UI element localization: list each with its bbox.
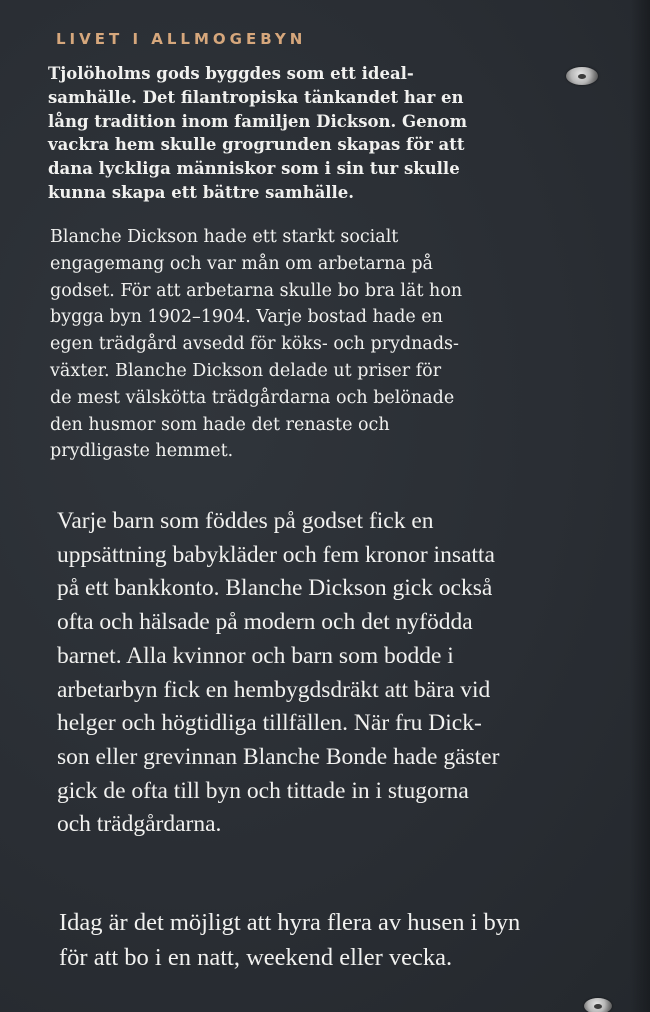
text-line: Tjolöholms gods byggdes som ett ideal- [48, 64, 414, 83]
text-line: godset. För att arbetarna skulle bo bra lät hon [50, 280, 463, 301]
text-line: Varje barn som föddes på godset fick en [57, 508, 434, 534]
paragraph-rental [59, 905, 520, 975]
text-line: arbetarbyn fick en hembygdsdräkt att bära vid [57, 676, 491, 703]
text-line: kunna skapa ett bättre samhälle. [48, 182, 355, 202]
text-line: Idag är det möjligt att hyra flera av husen i byn [59, 909, 521, 936]
paragraph-children [57, 505, 499, 842]
text-line: vackra hem skulle grogrunden skapas för att [48, 135, 465, 155]
paragraph-intro [48, 62, 467, 205]
text-line: Blanche Dickson hade ett starkt socialt [50, 227, 399, 247]
screw-icon [566, 67, 598, 85]
text-line: den husmor som hade det renaste och [50, 414, 390, 435]
text-line: helger och högtidliga tillfällen. När fru Dick- [57, 710, 482, 737]
text-line: engagemang och var mån om arbetarna på [50, 253, 433, 274]
text-line: prydligaste hemmet. [50, 441, 234, 462]
paragraph-blanche-dickson [50, 224, 462, 465]
sign-heading: LIVET I ALLMOGEBYN [56, 30, 307, 48]
text-line: bygga byn 1902–1904. Varje bostad hade en [50, 307, 443, 328]
text-line: och trädgårdarna. [57, 811, 222, 838]
text-line: ofta och hälsade på modern och det nyfödda [57, 609, 473, 636]
screw-icon [584, 998, 612, 1012]
text-line: lång tradition inom familjen Dickson. Genom [48, 111, 468, 131]
text-line: de mest välskötta trädgårdarna och belönade [50, 387, 455, 408]
text-line: son eller grevinnan Blanche Bonde hade gäster [57, 743, 500, 770]
text-line: egen trädgård avsedd för köks- och prydnads- [50, 334, 459, 355]
text-line: växter. Blanche Dickson delade ut priser för [50, 360, 442, 381]
text-line: för att bo i en natt, weekend eller vecka. [59, 944, 453, 971]
text-line: gick de ofta till byn och tittade in i stugorna [57, 777, 469, 804]
text-line: samhälle. Det filantropiska tänkandet har en [48, 87, 464, 107]
text-line: barnet. Alla kvinnor och barn som bodde i [57, 642, 454, 669]
text-line: på ett bankkonto. Blanche Dickson gick också [57, 575, 493, 602]
text-line: dana lyckliga människor som i sin tur skulle [48, 159, 460, 179]
text-line: uppsättning babykläder och fem kronor insatta [57, 541, 495, 568]
